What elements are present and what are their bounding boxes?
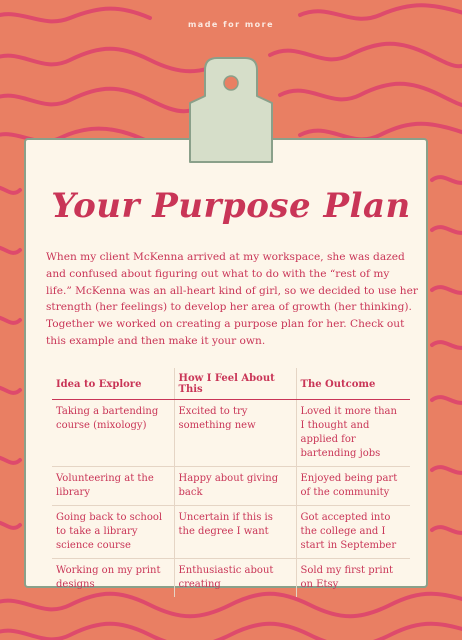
- table-row: [52, 400, 410, 467]
- table-cell: Working on my print designs: [56, 565, 161, 590]
- table-cell: Excited to try something new: [174, 400, 296, 467]
- table-cell: Uncertain if this is the degree I want: [174, 506, 296, 559]
- page-title: Your Purpose Plan: [51, 186, 411, 226]
- table-cell: Sold my first print on Etsy: [296, 559, 410, 598]
- intro-paragraph: When my client McKenna arrived at my workspace, she was dazed and confused about figuring out what to do with the “rest of my life.” McKenna was an all-heart kind of girl, so we decided to use her strength (her feelings) to develop her area of growth (her thinking). Together we worked on creating a purpose plan for her. Check out this example and then make it your own.: [46, 251, 418, 347]
- table-cell: Loved it more than I thought and applied for bartending jobs: [296, 400, 410, 467]
- table-cell: Got accepted into the college and I start in September: [296, 506, 410, 559]
- table-cell: Taking a bartending course (mixology): [52, 400, 174, 467]
- table-cell: Happy about giving back: [174, 467, 296, 506]
- column-header: The Outcome: [296, 368, 410, 400]
- table-cell: Volunteering at the library: [52, 467, 174, 506]
- table-row: [52, 506, 410, 559]
- column-header: Idea to Explore: [52, 368, 174, 400]
- purpose-plan-table: [52, 368, 410, 597]
- brand-label: made for more: [187, 20, 275, 29]
- table-row: [52, 559, 410, 598]
- table-cell: Enjoyed being part of the community: [296, 467, 410, 506]
- column-header: How I Feel About This: [174, 368, 296, 400]
- table-cell: Going back to school to take a library science course: [52, 506, 174, 559]
- table-cell: Enthusiastic about creating: [174, 559, 296, 598]
- table-header-row: [52, 368, 410, 400]
- table-row: [52, 467, 410, 506]
